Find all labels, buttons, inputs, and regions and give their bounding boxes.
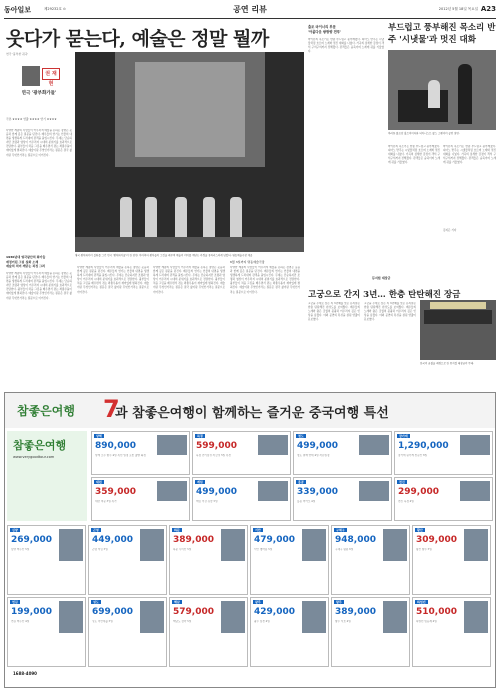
ad-tour-tile[interactable] [91, 431, 190, 475]
ad-tile-details: 해남도 삼아 5일 [173, 620, 192, 623]
photo-signboard [430, 302, 486, 309]
subhead-1: 1930년대 영국광산의 화가들 [6, 255, 46, 259]
ad-tour-tile[interactable] [192, 431, 291, 475]
photo-actor [145, 197, 157, 237]
ad-phone: 1688-4090 [13, 671, 37, 676]
article1-body: 다양한 계층의 사람들이 어우러져 예술을 논하는 장면은 웃음과 함께 깊은 질문을 던진다. 배우들의 연기는 인물의 내면을 생생하게 드러내며 관객을 몰입시킨다. 무대는 단순하지만 조명과 영상이 어우러져 시대의 분위기를 효과적으로 전달한다. 광부들이 처음 그림을 배우면서 겪는 좌충우돌이 재미있게 펼쳐진다. 예술이란 무엇인가라는 질문은 결국 삶이란 무엇인가라는 질문으로 이어진다. [6, 272, 72, 300]
ad-tour-tile[interactable] [394, 477, 493, 521]
ad-tile-photo [258, 435, 288, 455]
photo-stage-floor [75, 237, 304, 252]
ad-logo: 참좋은여행 [17, 404, 75, 418]
article2-body: 바리톤의 목소리는 한층 부드럽고 풍부해졌다. 피아노 반주는 시냇물처럼 흐르며 노래와 멋진 대화를 나눴다. 가곡의 섬세한 감정이 객석 구석구석까지 전해졌다. 관객들은 숨죽이며 노래에 귀를 기울였다. [308, 38, 384, 54]
ad-tile-details: 성도 낙산대불 5일 [92, 620, 113, 623]
ad-tile-destination: 장가계 [399, 434, 408, 438]
ad-tile-destination: 북경 [197, 434, 203, 438]
photo-actor [203, 197, 215, 237]
column-category: 연극 '풍부한 귀곡' [6, 52, 29, 56]
ad-number: 7 [103, 395, 120, 423]
ad-tour-tile[interactable] [7, 525, 86, 595]
article2-headline: 부드럽고 풍부해진 목소리 반주 '시냇물'과 멋진 대화 [388, 23, 496, 45]
page-number: A23 [480, 5, 496, 13]
ad-tile-price: 339,000 [297, 487, 338, 497]
ad-tour-tile[interactable] [169, 597, 248, 667]
ad-tile-destination: 광주 [255, 600, 261, 604]
column-box [6, 52, 72, 112]
article1-body: 다양한 계층의 사람들이 어우러져 예술을 논하는 장면은 웃음과 함께 깊은 질문을 던진다. 배우들의 연기는 인물의 내면을 생생하게 드러내며 관객을 몰입시킨다. 무대는 단순하지만 조명과 영상이 어우러져 시대의 분위기를 효과적으로 전달한다. 광부들이 처음 그림을 배우면서 겪는 좌충우돌이 재미있게 펼쳐진다. 예술이란 무엇인가라는 질문은 결국 삶이란 무엇인가라는 질문으로 이어진다. [6, 129, 72, 157]
ad-brand-url: www.verygoodtour.com [13, 455, 55, 459]
ad-tile-details: 항주 서호 4일 [335, 620, 351, 623]
ad-tour-tile[interactable] [331, 597, 410, 667]
ad-tour-tile[interactable] [250, 597, 329, 667]
ad-tile-destination: 연길 [12, 600, 18, 604]
ad-tile-photo [460, 481, 490, 501]
article2-reporter: 김지은 기자 [443, 229, 457, 232]
palace-photo [420, 300, 496, 360]
author-stamp: 권 재 현 [42, 68, 60, 80]
ad-tile-destination: 하문 [174, 528, 180, 532]
ad-tile-destination: 계림 [197, 480, 203, 484]
ad-tile-destination: 구채구 [336, 528, 345, 532]
ad-tile-photo [157, 435, 187, 455]
ad-tile-details: 대련 여순 3일 특가 [95, 500, 117, 503]
ad-tile-price: 269,000 [11, 535, 52, 545]
ad-tile-details: 장가계 원가계 천문산 6일 [398, 454, 428, 457]
ad-tile-price: 479,000 [254, 535, 295, 545]
ad-tour-tile[interactable] [7, 597, 86, 667]
concert-photo [388, 50, 496, 130]
photo-actor [120, 197, 132, 237]
article1-subheads [6, 255, 72, 269]
ad-tile-destination: 성도 [93, 600, 99, 604]
ad-tile-photo [460, 435, 490, 455]
photo-singer [458, 64, 472, 124]
ad-tile-photo [359, 481, 389, 501]
section-title: 공연 리뷰 [233, 4, 267, 14]
article2-section-label: 출조 마이너리 부문 [308, 25, 336, 29]
ad-brand-name: 참좋은여행 [13, 439, 67, 452]
article2-section-sub: '아름다운 쌍방향 전투' [308, 30, 341, 34]
ad-tile-details: 연길 백두산 4일 [11, 620, 30, 623]
ad-tour-tile[interactable] [88, 525, 167, 595]
ad-tile-price: 449,000 [92, 535, 133, 545]
ad-tour-tile[interactable] [192, 477, 291, 521]
article3-headline: 고궁으로 간지 3년… 한층 탄탄해진 장금 [308, 290, 461, 300]
main-photo-caption: 영국 광부화가의 실화를 그린 연극 '광부화가들'의 한 장면. 아마추어 광부들이 그림을 배우며 예술의 의미를 깨닫는 과정을 유머러스하게 담았다. 명동예술극장 제공 [75, 254, 253, 257]
ad-tile-destination: 홍콩 [298, 480, 304, 484]
ad-tile-destination: 서안 [255, 528, 261, 532]
ad-banner [5, 393, 495, 428]
ad-tile-details: 북경 만리장성 자금성 5일 특선 [196, 454, 232, 457]
ad-tour-tile[interactable] [293, 431, 392, 475]
ad-tile-details: 광주 심천 4일 [254, 620, 270, 623]
ad-tile-price: 579,000 [173, 607, 214, 617]
ad-tile-price: 309,000 [416, 535, 457, 545]
ad-tile-price: 389,000 [173, 535, 214, 545]
ad-tile-price: 299,000 [398, 487, 439, 497]
ad-tile-destination: 하얼빈 [417, 600, 426, 604]
concert-photo-caption: 바리톤 볼프강 홀츠마이어와 피아니스트 찰스 스펜서의 공연 장면. [388, 132, 460, 135]
article2-body: 바리톤의 목소리는 한층 부드럽고 풍부해졌다. 피아노 반주는 시냇물처럼 흐르며 노래와 멋진 대화를 나눴다. 가곡의 섬세한 감정이 객석 구석구석까지 전해졌다. 관객들은 숨죽이며 노래에 귀를 기울였다. [443, 145, 496, 165]
article1-body: 다양한 계층의 사람들이 어우러져 예술을 논하는 장면은 웃음과 함께 깊은 질문을 던진다. 배우들의 연기는 인물의 내면을 생생하게 드러내며 관객을 몰입시킨다. 무대는 단순하지만 조명과 영상이 어우러져 시대의 분위기를 효과적으로 전달한다. 광부들이 처음 그림을 배우면서 겪는 좌충우돌이 재미있게 펼쳐진다. 예술이란 무엇인가라는 질문은 결국 삶이란 무엇인가라는 질문으로 이어진다. [153, 266, 225, 294]
subhead-3: 예술의 의미 깨닫는 과정 그려 [6, 264, 45, 268]
author-photo [22, 66, 40, 86]
article3-body: 고궁을 무대로 삼은 지 3년째를 맞은 뮤지컬은 한층 탄탄해진 완성도를 보여줬다. 배우들의 노래와 춤은 궁궐의 풍광과 어우러져 깊은 인상을 남겼다. 야외 공연의 특성을 살린 연출이 돋보였다. [308, 302, 360, 322]
ad-tour-tile[interactable] [394, 431, 493, 475]
ad-tile-details: 심양 백두산 5일 [11, 548, 30, 551]
ad-tile-price: 1,290,000 [398, 441, 449, 451]
ad-tile-destination: 상해 [96, 434, 102, 438]
ad-tile-details: 하문 무이산 5일 [173, 548, 192, 551]
ad-tile-destination: 항주 [336, 600, 342, 604]
ad-tile-details: 하얼빈 빙등제 4일 [416, 620, 437, 623]
photo-painting [135, 62, 245, 157]
ad-tile-price: 199,000 [11, 607, 52, 617]
ad-tour-tile[interactable] [88, 597, 167, 667]
ad-tile-photo [157, 481, 187, 501]
ad-tile-details: 구채구 황룡 6일 [335, 548, 354, 551]
ad-tile-price: 499,000 [297, 441, 338, 451]
travel-advertisement [4, 392, 496, 688]
ad-tile-details: 서안 병마용 5일 [254, 548, 273, 551]
article1-body: 다양한 계층의 사람들이 어우러져 예술을 논하는 장면은 웃음과 함께 깊은 질문을 던진다. 배우들의 연기는 인물의 내면을 생생하게 드러내며 관객을 몰입시킨다. 무대는 단순하지만 조명과 영상이 어우러져 시대의 분위기를 효과적으로 전달한다. 광부들이 처음 그림을 배우면서 겪는 좌충우돌이 재미있게 펼쳐진다. 예술이란 무엇인가라는 질문은 결국 삶이란 무엇인가라는 질문으로 이어진다. [77, 266, 149, 294]
ad-tile-details: 천진 북경 4일 [398, 500, 414, 503]
ad-tile-destination: 심양 [12, 528, 18, 532]
ad-tile-destination: 해남 [174, 600, 180, 604]
ad-tile-price: 510,000 [416, 607, 457, 617]
main-photo [75, 52, 304, 252]
ad-tile-details: 계림 이강 유람 5일 [196, 500, 218, 503]
photo-pianist [428, 80, 440, 108]
ad-tile-price: 890,000 [95, 441, 136, 451]
ad-tile-details: 상해 소주 항주 4일 특선 일정 포함 출발 확정 [95, 454, 146, 457]
ad-tile-price: 499,000 [196, 487, 237, 497]
ad-tour-tile[interactable] [412, 525, 491, 595]
ad-tile-details: 곤명 석림 5일 [92, 548, 108, 551]
ad-tour-tile[interactable] [293, 477, 392, 521]
rating-line: 극본 ★★★★ 연출 ★★★★ 연기 ★★★★ [6, 117, 57, 121]
photo-actor [230, 197, 242, 237]
issue-date: 2012년 5월 18일 목요일 [438, 7, 478, 11]
column-title: 연극 '광부화가들' [21, 91, 57, 96]
ad-tile-destination: 황산 [417, 528, 423, 532]
review-run-date: 6월 3일까지 명동예술극장 [230, 260, 265, 264]
issue-number: 제29232호 ⊙ [44, 7, 66, 11]
ad-tile-price: 948,000 [335, 535, 376, 545]
photo-piano [398, 90, 448, 122]
article2-section [308, 24, 378, 34]
ad-tile-destination: 천진 [399, 480, 405, 484]
ad-tile-details: 청도 위해 연태 4일 자유일정 [297, 454, 330, 457]
ad-tile-details: 홍콩 마카오 4일 [297, 500, 316, 503]
article3-body: 고궁을 무대로 삼은 지 3년째를 맞은 뮤지컬은 한층 탄탄해진 완성도를 보여줬다. 배우들의 노래와 춤은 궁궐의 풍광과 어우러져 깊은 인상을 남겼다. 야외 공연의 특성을 살린 연출이 돋보였다. [364, 302, 416, 322]
ad-headline: 과 참좋은여행이 함께하는 즐거운 중국여행 특선 [115, 406, 389, 421]
masthead-rule [4, 18, 496, 19]
ad-tile-price: 599,000 [196, 441, 237, 451]
photo-roof [424, 310, 492, 324]
ad-tile-details: 황산 항주 5일 [416, 548, 432, 551]
masthead [4, 3, 496, 17]
ad-tile-price: 429,000 [254, 607, 295, 617]
article3-tag: 뮤지컬 대장금 [372, 276, 391, 280]
ad-tile-destination: 곤명 [93, 528, 99, 532]
subhead-2: 애정어린 그림 실화 소재 [6, 259, 39, 264]
ad-tile-price: 699,000 [92, 607, 133, 617]
palace-photo-caption: 한국의 궁궐을 배경으로 한 뮤지컬 대장금의 무대. [420, 362, 474, 365]
ad-tile-photo [359, 435, 389, 455]
review-info [230, 260, 300, 380]
ad-tile-photo [258, 481, 288, 501]
ad-tile-price: 359,000 [95, 487, 136, 497]
ad-tile-destination: 청도 [298, 434, 304, 438]
photo-actor [175, 197, 187, 237]
ad-tour-tile[interactable] [412, 597, 491, 667]
ad-tour-tile[interactable] [91, 477, 190, 521]
article1-body: 다양한 계층의 사람들이 어우러져 예술을 논하는 장면은 웃음과 함께 깊은 질문을 던진다. 배우들의 연기는 인물의 내면을 생생하게 드러내며 관객을 몰입시킨다. 무대는 단순하지만 조명과 영상이 어우러져 시대의 분위기를 효과적으로 전달한다. 광부들이 처음 그림을 배우면서 겪는 좌충우돌이 재미있게 펼쳐진다. 예술이란 무엇인가라는 질문은 결국 삶이란 무엇인가라는 질문으로 이어진다. [230, 266, 300, 294]
article2-body: 바리톤의 목소리는 한층 부드럽고 풍부해졌다. 피아노 반주는 시냇물처럼 흐르며 노래와 멋진 대화를 나눴다. 가곡의 섬세한 감정이 객석 구석구석까지 전해졌다. 관객들은 숨죽이며 노래에 귀를 기울였다. [388, 145, 440, 165]
ad-tour-tile[interactable] [331, 525, 410, 595]
ad-tour-tile[interactable] [250, 525, 329, 595]
ad-tile-price: 389,000 [335, 607, 376, 617]
ad-brand-box [7, 431, 87, 521]
ad-tour-tile[interactable] [169, 525, 248, 595]
article1-headline: 웃다가 묻는다, 예술은 정말 뭘까 [6, 28, 269, 50]
ad-tile-destination: 대련 [96, 480, 102, 484]
paper-name: 동아일보 [4, 6, 32, 14]
